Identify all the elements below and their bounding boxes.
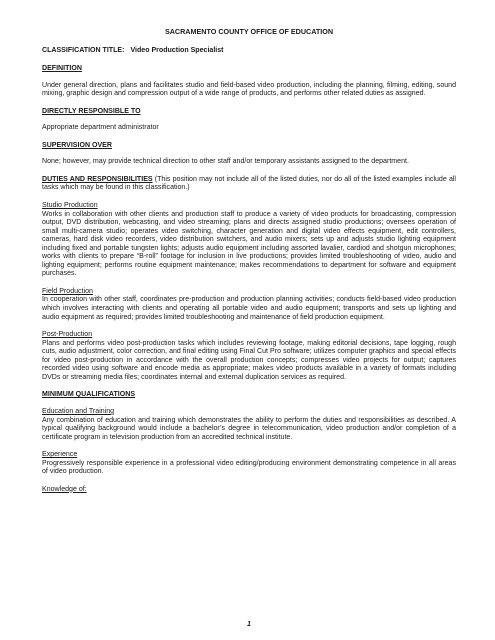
qualifications-heading: MINIMUM QUALIFICATIONS [42, 391, 136, 399]
page-number: 1 [247, 619, 251, 628]
classification-label: CLASSIFICATION TITLE: [42, 46, 125, 54]
field-production-text: In cooperation with other staff, coordinates pre-production and production planning activities; conducts field-based video production which involves interacting with clients and operating all portable video and audio equipment; transports and sets up lighting and audio equipment as required; provides limited troubleshooting and maintenance of field production equipment. [42, 296, 456, 321]
supervision-heading: SUPERVISION OVER [42, 141, 112, 149]
studio-production-text: Works in collaboration with other clients and production staff to produce a variety of video products for broadcasting, compression output, DVD distribution, webcasting, and video streaming; plans and directs assigned studio productions; oversees operation of small multi-camera studio; operates video switching, character generation and digital video effects equipment, edit controllers, cameras, hard disk video recorders, video distribution switchers, and audio mixers; sets up and adjusts studio lighting equipment including fixed and portable tungsten lights; adjusts audio equipment including assorted lavalier, cardiod and shotgun microphones; works with clients to prepare “B-roll” footage for inclusion in live productions; provides limited troubleshooting of video, audio and lighting equipment; performs routine equipment maintenance; makes recommendations to department for software and equipment purchases. [42, 210, 456, 278]
duties-heading: DUTIES AND RESPONSIBILITIES [42, 175, 153, 183]
responsible-to-heading: DIRECTLY RESPONSIBLE TO [42, 107, 141, 115]
post-production-heading: Post-Production [42, 331, 93, 339]
experience-heading: Experience [42, 451, 78, 459]
classification-title [42, 47, 456, 56]
document-title: SACRAMENTO COUNTY OFFICE OF EDUCATION [164, 27, 334, 36]
responsible-to-text: Appropriate department administrator [42, 124, 159, 132]
education-text: Any combination of education and training which demonstrates the ability to perform the duties and responsibilities as described. A typical qualifying background would include a bachelor’s degree in telecommunication, video production and/or completion of a certificate program in television production from an accredited technical institute. [42, 416, 456, 441]
field-production-heading: Field Production [42, 287, 93, 295]
experience-text: Progressively responsible experience in a professional video editing/producing environment demonstrating competence in all areas of video production. [42, 459, 456, 476]
definition-text: Under general direction, plans and facilitates studio and field-based video production, including the planning, filming, editing, sound mixing, graphic design and compression output of a wide range of products, and performs other related duties as assigned. [42, 81, 456, 98]
classification-value: Video Production Specialist [130, 46, 224, 54]
supervision-text: None; however, may provide technical direction to other staff and/or temporary assistants assigned to the department. [42, 158, 409, 166]
duties-intro: (This position may not include all of the listed duties, nor do all of the listed examples include all tasks which may be found in this classification.) [42, 175, 456, 192]
document-page [42, 27, 456, 628]
post-production-text: Plans and performs video post-production tasks which includes reviewing footage, making editorial decisions, tape logging, rough cuts, audio adjustment, color correction, and final editing using Final Cut Pro software; utilizes computer graphics and special effects for video post-production in accordance with the overall production concepts; compresses video projects for output; captures recorded video using software and encode media as appropriate; makes video products available in a variety of formats including DVDs or streaming media files; coordinates internal and external duplication services as required. [42, 339, 456, 381]
duties-section [42, 176, 456, 193]
definition-heading: DEFINITION [42, 65, 82, 73]
knowledge-heading: Knowledge of: [42, 485, 87, 493]
studio-production-heading: Studio Production [42, 202, 98, 210]
education-heading: Education and Training [42, 407, 115, 415]
